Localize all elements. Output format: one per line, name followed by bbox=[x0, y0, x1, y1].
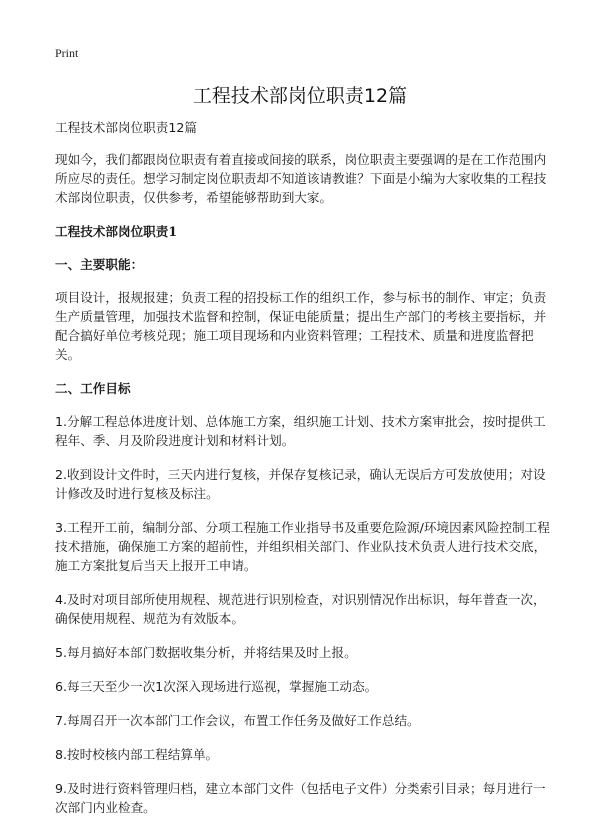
goal-item-1: 1.分解工程总体进度计划、总体施工方案，组织施工计划、技术方案审批会，按时提供工程年、季、月及阶段进度计划和材料计划。 bbox=[55, 414, 546, 448]
intro-paragraph: 现如今，我们都跟岗位职责有着直接或间接的联系，岗位职责主要强调的是在工作范围内所应尽的责任。想学习制定岗位职责却不知道该请教谁？下面是小编为大家收集的工程技术部岗位职责，仅供参考，希望能够帮助到大家。 bbox=[55, 152, 547, 205]
section-heading: 工程技术部岗位职责1 bbox=[55, 224, 178, 239]
goals-heading: 二、工作目标 bbox=[55, 381, 131, 396]
document-subtitle: 工程技术部岗位职责12篇 bbox=[55, 120, 197, 135]
document-body bbox=[55, 118, 553, 832]
main-duties-heading: 一、主要职能： bbox=[55, 257, 144, 272]
goal-item-8: 8.按时校核内部工程结算单。 bbox=[55, 747, 219, 762]
document-title: 工程技术部岗位职责12篇 bbox=[192, 85, 408, 107]
print-link[interactable]: Print bbox=[55, 46, 79, 60]
goal-item-9: 9.及时进行资料管理归档，建立本部门文件（包括电子文件）分类索引目录；每月进行一次部门内业检查。 bbox=[55, 781, 546, 815]
goal-item-3: 3.工程开工前，编制分部、分项工程施工作业指导书及重要危险源/环境因素风险控制工程技术措施，确保施工方案的超前性，并组织相关部门、作业队技术负责人进行技术交底，施工方案批复后当天上报开工申请。 bbox=[55, 520, 550, 573]
goal-item-4: 4.及时对项目部所使用规程、规范进行识别检查，对识别情况作出标识，每年普查一次，确保使用规程、规范为有效版本。 bbox=[55, 592, 546, 626]
goal-item-2: 2.收到设计文件时，三天内进行复核，并保存复核记录，确认无误后方可发放使用；对设计修改及时进行复核及标注。 bbox=[55, 467, 546, 501]
main-duties-paragraph: 项目设计，报规报建；负责工程的招投标工作的组织工作，参与标书的制作、审定；负责生产质量管理，加强技术监督和控制，保证电能质量；提出生产部门的考核主要指标，并配合搞好单位考核兑现；施工项目现场和内业资料管理；工程技术、质量和进度监督把关。 bbox=[55, 290, 547, 362]
goal-item-7: 7.每周召开一次本部门工作会议，布置工作任务及做好工作总结。 bbox=[55, 713, 420, 728]
goal-item-6: 6.每三天至少一次1次深入现场进行巡视，掌握施工动态。 bbox=[55, 679, 378, 694]
goal-item-5: 5.每月搞好本部门数据收集分析，并将结果及时上报。 bbox=[55, 645, 357, 660]
